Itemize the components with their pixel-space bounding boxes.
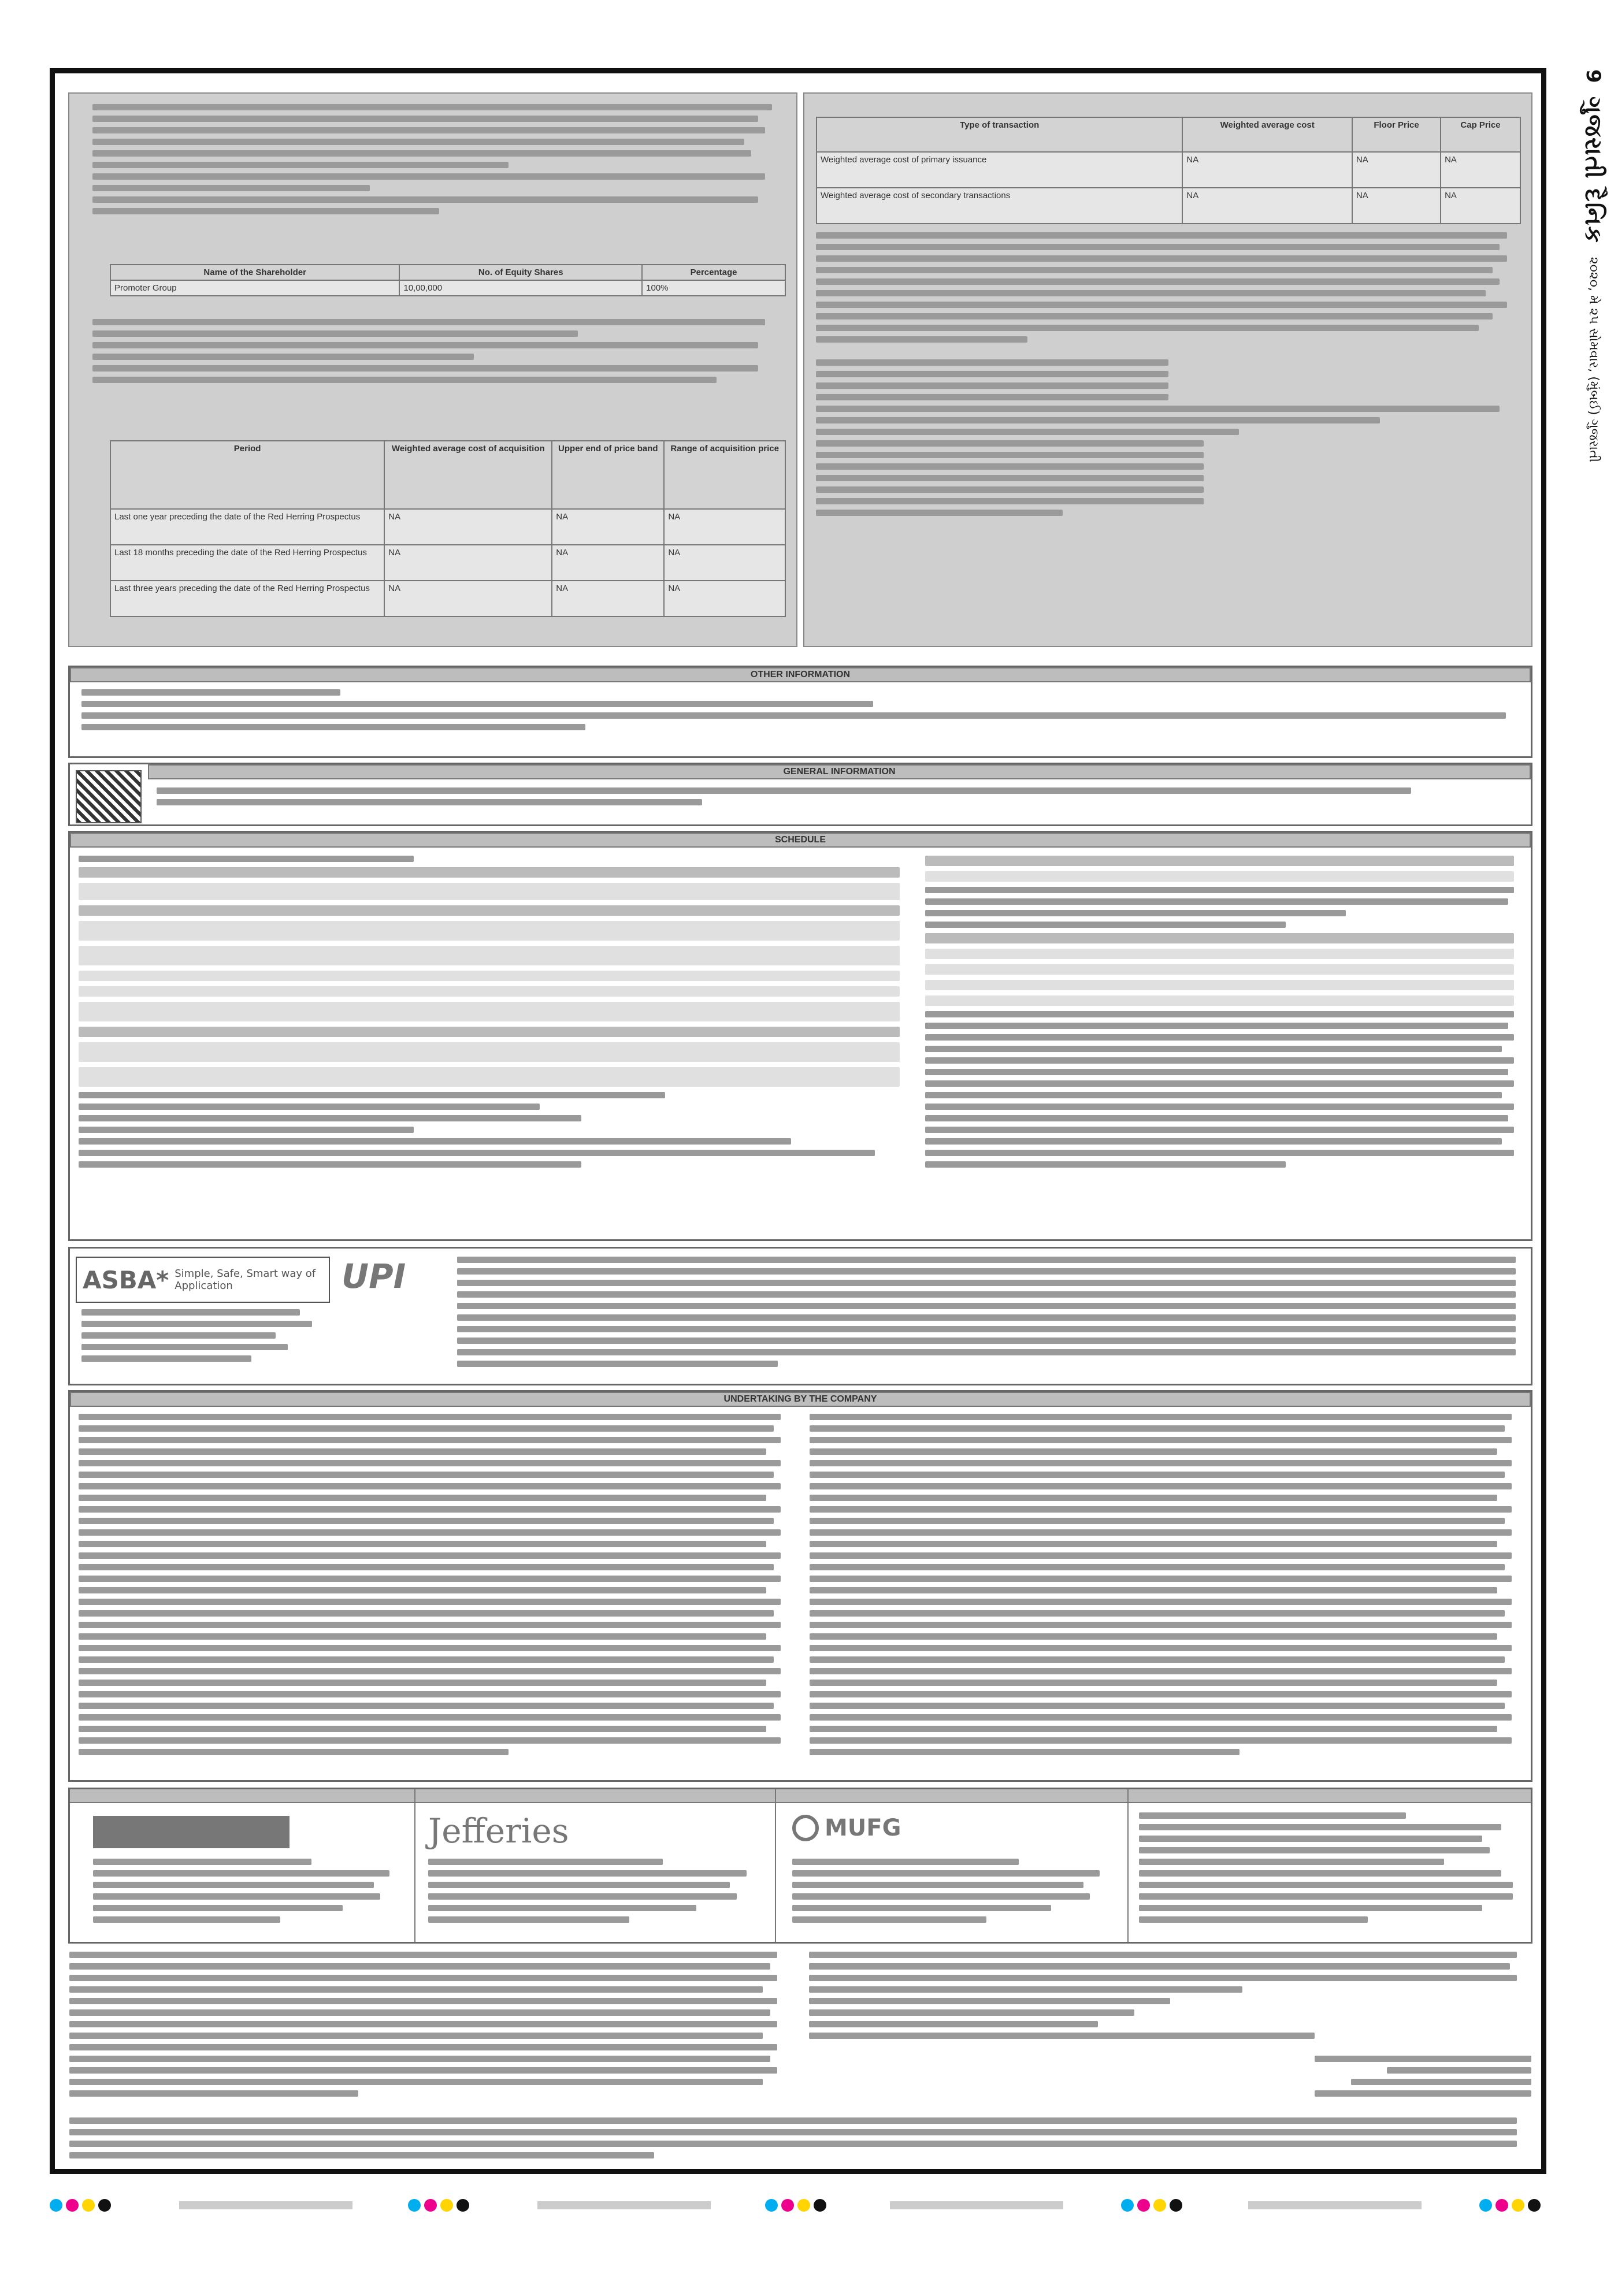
text-block — [69, 2117, 1531, 2169]
table-cell: 100% — [642, 280, 785, 296]
text-block — [81, 689, 1520, 756]
brlm-registrar-row — [68, 1788, 1532, 1944]
table-cell: NA — [384, 509, 552, 545]
table-header: Upper end of price band — [552, 441, 664, 509]
top-right-panel — [803, 92, 1532, 647]
asba-upi-box — [68, 1247, 1532, 1385]
yellow-dot — [82, 2199, 95, 2212]
table-cell: NA — [552, 509, 664, 545]
yellow-dot — [440, 2199, 453, 2212]
divider — [1127, 1789, 1129, 1942]
asba-tagline: Simple, Safe, Smart way of Application — [175, 1268, 316, 1292]
table-cell: Last one year preceding the date of the Red Herring Prospectus — [110, 509, 384, 545]
color-strip — [537, 2201, 711, 2209]
registration-marks — [50, 2197, 111, 2214]
table-cell: NA — [664, 545, 785, 581]
registration-marks — [1121, 2197, 1182, 2214]
table-header: Floor Price — [1352, 117, 1441, 152]
general-information-box — [68, 763, 1532, 826]
text-block — [79, 1414, 795, 1778]
price-table — [110, 440, 786, 617]
text-block — [81, 1309, 324, 1379]
black-dot — [457, 2199, 469, 2212]
table-header: Type of transaction — [817, 117, 1182, 152]
upi-logo: UPI — [342, 1257, 406, 1296]
table-header: No. of Equity Shares — [399, 265, 642, 280]
undertaking-box — [68, 1390, 1532, 1782]
shareholding-table — [110, 264, 786, 296]
text-block — [69, 1952, 792, 2113]
yellow-dot — [1512, 2199, 1524, 2212]
table-cell: Last three years preceding the date of the Red Herring Prospectus — [110, 581, 384, 616]
section-title: UNDERTAKING BY THE COMPANY — [70, 1392, 1531, 1407]
table-cell: 10,00,000 — [399, 280, 642, 296]
table-cell: NA — [1441, 152, 1520, 188]
color-strip — [890, 2201, 1063, 2209]
table-cell: NA — [664, 581, 785, 616]
text-block — [93, 1859, 405, 1940]
black-dot — [1170, 2199, 1182, 2212]
text-block — [157, 787, 1520, 822]
magenta-dot — [424, 2199, 437, 2212]
text-block — [79, 856, 916, 1231]
black-dot — [1528, 2199, 1541, 2212]
mufg-logo: MUFG — [792, 1815, 901, 1841]
dateline: ૨૦૨૦, મે ૨૫ સોમવાર, (મુંબઈ) ગુજરાતી — [1586, 257, 1601, 463]
masthead — [1566, 69, 1606, 589]
qr-code — [76, 770, 142, 823]
table-cell: NA — [1352, 188, 1441, 224]
section-title: OTHER INFORMATION — [70, 667, 1531, 682]
table-header: Cap Price — [1441, 117, 1520, 152]
text-block — [428, 1859, 763, 1940]
table-cell: NA — [1182, 188, 1352, 224]
magenta-dot — [781, 2199, 794, 2212]
table-header: Period — [110, 441, 384, 509]
other-information-box — [68, 666, 1532, 758]
text-block — [457, 1257, 1526, 1381]
cyan-dot — [1479, 2199, 1492, 2212]
section-title: GENERAL INFORMATION — [148, 764, 1531, 779]
section-title: SCHEDULE — [70, 833, 1531, 848]
table-header: Name of the Shareholder — [110, 265, 399, 280]
cyan-dot — [408, 2199, 421, 2212]
table-header: Weighted average cost of acquisition — [384, 441, 552, 509]
table-cell: NA — [1352, 152, 1441, 188]
asba-logo — [76, 1257, 330, 1303]
brlm-logo — [93, 1816, 290, 1848]
table-header: Weighted average cost — [1182, 117, 1352, 152]
asba-mark: ASBA* — [83, 1265, 169, 1294]
table-header: Range of acquisition price — [664, 441, 785, 509]
table-cell: NA — [552, 545, 664, 581]
cyan-dot — [765, 2199, 778, 2212]
schedule-box — [68, 831, 1532, 1241]
table-cell: NA — [1182, 152, 1352, 188]
top-left-panel — [68, 92, 797, 647]
black-dot — [814, 2199, 826, 2212]
table-cell: NA — [664, 509, 785, 545]
divider — [775, 1789, 776, 1942]
text-block — [1139, 1812, 1520, 1940]
divider — [414, 1789, 415, 1942]
registration-marks — [1479, 2197, 1541, 2214]
table-cell: NA — [384, 581, 552, 616]
color-strip — [1248, 2201, 1422, 2209]
magenta-dot — [66, 2199, 79, 2212]
text-block — [92, 104, 786, 237]
table-cell: Weighted average cost of primary issuance — [817, 152, 1182, 188]
jefferies-logo: Jefferies — [428, 1811, 569, 1851]
text-block — [792, 1859, 1116, 1940]
table-cell: NA — [384, 545, 552, 581]
table-cell: NA — [552, 581, 664, 616]
text-block — [925, 856, 1526, 1237]
paper-name: ગુજરાતી દૈનિક — [1580, 96, 1606, 244]
page-number: 9 — [1582, 69, 1605, 83]
table-cell: Last 18 months preceding the date of the Red Herring Prospectus — [110, 545, 384, 581]
transaction-table — [816, 117, 1521, 224]
mufg-icon — [792, 1815, 819, 1841]
color-strip — [179, 2201, 352, 2209]
table-cell: Weighted average cost of secondary transactions — [817, 188, 1182, 224]
yellow-dot — [1153, 2199, 1166, 2212]
magenta-dot — [1495, 2199, 1508, 2212]
table-header: Percentage — [642, 265, 785, 280]
text-block — [809, 1952, 1531, 2113]
cyan-dot — [1121, 2199, 1134, 2212]
table-cell: NA — [1441, 188, 1520, 224]
table-cell: Promoter Group — [110, 280, 399, 296]
registration-marks — [765, 2197, 826, 2214]
registration-marks — [408, 2197, 469, 2214]
magenta-dot — [1137, 2199, 1150, 2212]
contacts-header — [70, 1789, 1531, 1803]
text-block — [816, 359, 1521, 637]
text-block — [810, 1414, 1526, 1778]
black-dot — [98, 2199, 111, 2212]
cyan-dot — [50, 2199, 62, 2212]
yellow-dot — [797, 2199, 810, 2212]
